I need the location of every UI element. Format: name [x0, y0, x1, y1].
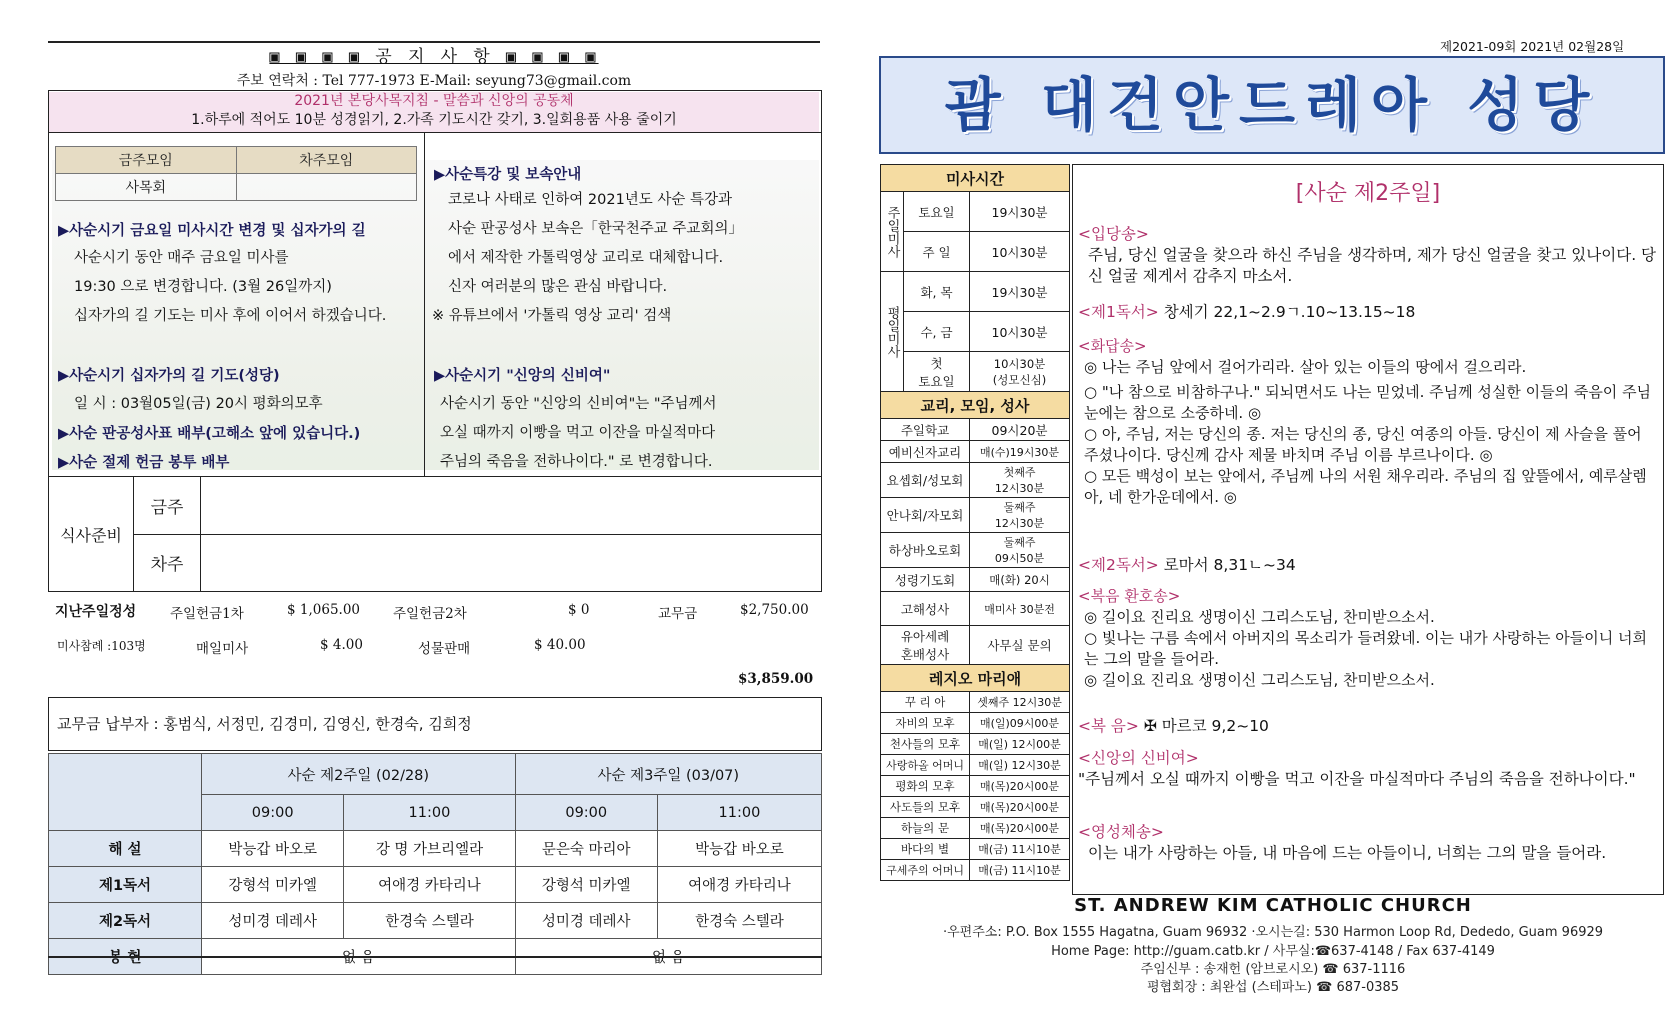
mystery-of-faith-heading: ▶사순시기 "신앙의 신비여" [434, 368, 611, 384]
role-label: 제1독서 [49, 867, 202, 903]
activity-time: 둘째주 09시50분 [970, 533, 1070, 568]
text-line: 주님의 죽음을 전하나이다." 로 변경합니다. [440, 454, 713, 470]
next-week-meeting-value [236, 174, 417, 201]
mass-time: 10시30분 [970, 312, 1070, 352]
praesidium-name: 꾸 리 아 [881, 692, 970, 713]
time-header: 11:00 [657, 795, 821, 831]
table-cell: 한경숙 스텔라 [344, 903, 515, 939]
this-week-meeting-header: 금주모임 [56, 147, 237, 174]
communion-antiphon-label: <영성체송> [1078, 823, 1164, 841]
address-line: ·우편주소: P.O. Box 1555 Hagatna, Guam 96932 ·오시는길: 530 Harmon Loop Rd, Dededo, Guam 96929 [942, 925, 1604, 940]
bottom-rule [48, 956, 822, 958]
gospel-acclamation-response: ◎ 길이요 진리요 생명이신 그리스도님, 찬미받으소서. [1084, 671, 1435, 689]
activity-time: 매미사 30분전 [970, 592, 1070, 626]
activity-time: 둘째주 12시30분 [970, 498, 1070, 533]
table-cell: 성미경 데레사 [515, 903, 657, 939]
role-label: 해 설 [49, 831, 202, 867]
table-cell: 강 명 가브리엘라 [344, 831, 515, 867]
sunday-mass-label: 주일미사 [881, 192, 904, 272]
meal-prep-label: 식사준비 [49, 477, 134, 592]
mass-day: 주 일 [904, 232, 970, 272]
mass-time: 10시30분 (성모신심) [970, 352, 1070, 392]
time-header: 09:00 [202, 795, 344, 831]
gospel-text: ✠ 마르코 9,2~10 [1143, 717, 1269, 735]
psalm-verse: ○ 모든 백성이 보는 앞에서, 주님께 나의 서원 채우리라. 주님의 집 앞뜰에서, 예루살렘아, 네 한가운데에서. ◎ [1084, 467, 1647, 506]
praesidium-time: 매(목)20시00분 [970, 818, 1070, 839]
praesidium-time: 매(목)20시00분 [970, 797, 1070, 818]
psalm-verse: ○ 아, 주님, 저는 당신의 종. 저는 당신의 종, 당신 여종의 아들. 당신이 제 사슬을 풀어 주셨나이다. 당신께 감사 제물 바치며 주님 이름 부르나이다. ◎ [1084, 425, 1642, 464]
praesidium-time: 매(금) 11시10분 [970, 839, 1070, 860]
table-cell: 박능갑 바오로 [657, 831, 821, 867]
table-row [49, 867, 822, 903]
this-week-meeting-value: 사목회 [56, 174, 237, 201]
praesidium-name: 평화의 모후 [881, 776, 970, 797]
text-line: ※ 유튜브에서 '가톨릭 영상 교리' 검색 [432, 308, 672, 324]
text-line: 코로나 사태로 인하여 2021년도 사순 특강과 [448, 192, 733, 208]
dues-value: $2,750.00 [740, 602, 809, 618]
daily-mass-label: 매일미사 [196, 641, 249, 657]
mystery-of-faith-text [440, 390, 717, 477]
column-divider [424, 132, 425, 477]
friday-mass-text [74, 244, 386, 331]
activity-time: 매(수)19시30분 [970, 441, 1070, 463]
table-cell: 박능갑 바오로 [202, 831, 344, 867]
mystery-of-faith-label: <신앙의 신비여> [1078, 749, 1199, 767]
daily-mass-value: $ 4.00 [320, 637, 363, 653]
praesidium-name: 구세주의 어머니 [881, 860, 970, 881]
week1-header: 사순 제2주일 (02/28) [202, 754, 516, 795]
goods-value: $ 40.00 [534, 637, 586, 653]
meal-next-week-value [201, 534, 822, 592]
entrance-antiphon-text: 주님, 당신 얼굴을 찾으라 하신 주님을 생각하며, 제가 당신 얼굴을 찾고 있나이다. 당신 얼굴 제게서 감추지 마소서. [1088, 246, 1657, 285]
praesidium-time: 매(일)09시00분 [970, 713, 1070, 734]
table-cell: 강형석 미카엘 [515, 867, 657, 903]
table-row [49, 831, 822, 867]
praesidium-time: 매(목)20시00분 [970, 776, 1070, 797]
table-cell: 성미경 데레사 [202, 903, 344, 939]
praesidium-name: 천사들의 모후 [881, 734, 970, 755]
council-president-line: 평협회장 : 최완섭 (스테파노) ☎ 687-0385 [1146, 980, 1400, 995]
stations-heading: ▶사순시기 십자가의 길 기도(성당) [58, 368, 280, 384]
notice-title: ▣ ▣ ▣ ▣ 공 지 사 항 ▣ ▣ ▣ ▣ [269, 47, 599, 67]
praesidium-time: 매(일) 12시00분 [970, 734, 1070, 755]
donors-box [48, 697, 822, 751]
text-line: 에서 제작한 가톨릭영상 교리로 대체합니다. [448, 250, 724, 266]
guideline-divider [48, 132, 822, 133]
offering-sunday2-label: 주일헌금2차 [393, 606, 467, 622]
dues-label: 교무금 [658, 606, 698, 622]
text-line: 19:30 으로 변경합니다. (3월 26일까지) [74, 279, 332, 295]
table-cell: 문은숙 마리아 [515, 831, 657, 867]
lenten-envelope-heading: ▶사순 절제 헌금 봉투 배부 [58, 455, 230, 471]
offering-label: 지난주일정성 [55, 604, 137, 620]
activity-name: 요셉회/성모회 [881, 463, 970, 498]
schedule-corner [49, 754, 202, 831]
weekday-mass-label: 평일미사 [881, 272, 904, 392]
second-reading-label: <제2독서> [1078, 556, 1159, 574]
meal-next-week-label: 차주 [134, 534, 201, 592]
text-line: 오실 때까지 이빵을 먹고 이잔을 마실적마다 [440, 425, 716, 441]
guideline-items: 1.하루에 적어도 10분 성경읽기, 2.가족 기도시간 갖기, 3.일회용품 사용 줄이기 [191, 112, 677, 128]
week2-header: 사순 제3주일 (03/07) [515, 754, 821, 795]
pastor-line: 주임신부 : 송재헌 (암브로시오) ☎ 637-1116 [1140, 962, 1406, 977]
guideline-title: 2021년 본당사목지침 - 말씀과 신앙의 공동체 [294, 93, 574, 109]
confession-card-heading: ▶사순 판공성사표 배부(고해소 앞에 있습니다.) [58, 426, 361, 442]
text-line: 신자 여러분의 많은 관심 바랍니다. [448, 279, 668, 295]
praesidium-name: 하늘의 문 [881, 818, 970, 839]
text-line: 사순시기 동안 매주 금요일 미사를 [74, 250, 289, 266]
table-cell: 강형석 미카엘 [202, 867, 344, 903]
praesidium-time: 매(일) 12시30분 [970, 755, 1070, 776]
activity-name: 주일학교 [881, 419, 970, 441]
praesidium-name: 바다의 별 [881, 839, 970, 860]
entrance-antiphon-label: <입당송> [1078, 225, 1149, 243]
mass-time: 19시30분 [970, 192, 1070, 232]
gospel-acclamation-response: ◎ 길이요 진리요 생명이신 그리스도님, 찬미받으소서. [1084, 608, 1435, 626]
table-cell: 여애경 카타리나 [344, 867, 515, 903]
church-english-name: ST. ANDREW KIM CATHOLIC CHURCH [1074, 895, 1472, 916]
donors-list: 교무금 납부자 : 홍범식, 서정민, 김경미, 김영신, 한경숙, 김희정 [57, 715, 472, 733]
psalm-response: ◎ 나는 주님 앞에서 걸어가리라. 살아 있는 이들의 땅에서 걸으리라. [1084, 358, 1527, 376]
activity-name: 고해성사 [881, 592, 970, 626]
activity-name: 안나회/자모회 [881, 498, 970, 533]
praesidium-name: 사랑하올 어머니 [881, 755, 970, 776]
contact-line: 주보 연락처 : Tel 777-1973 E-Mail: seyung73@gmail.com [236, 73, 632, 89]
mass-day: 첫 토요일 [904, 352, 970, 392]
psalm-label: <화답송> [1078, 337, 1147, 355]
activity-name: 성령기도회 [881, 568, 970, 592]
stations-text: 일 시 : 03월05일(금) 20시 평화의모후 [74, 396, 323, 412]
lector-schedule-table [48, 753, 822, 975]
web-contact-line: Home Page: http://guam.catb.kr / 사무실:☎637-4148 / Fax 637-4149 [1051, 944, 1495, 959]
friday-mass-heading: ▶사순시기 금요일 미사시간 변경 및 십자가의 길 [58, 223, 366, 239]
activity-time: 매(화) 20시 [970, 568, 1070, 592]
praesidium-time: 셋째주 12시30분 [970, 692, 1070, 713]
attendance: 미사참례 :103명 [57, 639, 146, 653]
text-line: 십자가의 길 기도는 미사 후에 이어서 하겠습니다. [74, 308, 387, 324]
next-week-meeting-header: 차주모임 [236, 147, 417, 174]
communion-antiphon-text: 이는 내가 사랑하는 아들, 내 마음에 드는 아들이니, 너희는 그의 말을 들어라. [1088, 844, 1607, 862]
table-cell: 없 음 [515, 939, 821, 975]
meal-this-week-value [201, 477, 822, 535]
praesidium-name: 자비의 모후 [881, 713, 970, 734]
mass-day: 토요일 [904, 192, 970, 232]
catechism-header: 교리, 모임, 성사 [881, 392, 1070, 419]
activity-time: 사무실 문의 [970, 626, 1070, 665]
activity-name: 예비신자교리 [881, 441, 970, 463]
goods-label: 성물판매 [418, 641, 471, 657]
offering-total: $3,859.00 [738, 671, 814, 687]
lenten-lecture-heading: ▶사순특강 및 보속안내 [434, 167, 582, 183]
gospel-acclamation-label: <복음 환호송> [1078, 587, 1181, 605]
mass-time: 19시30분 [970, 272, 1070, 312]
mystery-of-faith-response: "주님께서 오실 때까지 이빵을 먹고 이잔을 마실적마다 주님의 죽음을 전하나이다." [1078, 770, 1636, 788]
mass-day: 화, 목 [904, 272, 970, 312]
activity-time: 첫째주 12시30분 [970, 463, 1070, 498]
mass-day: 수, 금 [904, 312, 970, 352]
activity-name: 유아세례 혼배성사 [881, 626, 970, 665]
role-label: 제2독서 [49, 903, 202, 939]
issue-number: 제2021-09회 2021년 02월28일 [1440, 39, 1625, 54]
role-label: 봉 헌 [49, 939, 202, 975]
activity-name: 하상바오로회 [881, 533, 970, 568]
offering-sunday2-value: $ 0 [568, 602, 590, 618]
text-line: 사순시기 동안 "신앙의 신비여"는 "주님께서 [440, 396, 717, 412]
first-reading-text: 창세기 22,1~2.9ㄱ.10~13.15~18 [1163, 303, 1416, 321]
text-line: 사순 판공성사 보속은「한국천주교 주교회의」 [448, 221, 743, 237]
offering-sunday1-label: 주일헌금1차 [170, 606, 244, 622]
gospel-acclamation-verse: ○ 빛나는 구름 속에서 아버지의 목소리가 들려왔네. 이는 내가 사랑하는 아들이니 너희는 그의 말을 들어라. [1084, 629, 1647, 668]
church-title-banner: 괌 대건안드레아 성당 [879, 56, 1665, 154]
lenten-lecture-text [432, 186, 743, 331]
gospel-label: <복 음> [1078, 717, 1139, 735]
pastoral-guideline [49, 92, 819, 132]
meal-this-week-label: 금주 [134, 477, 201, 535]
mass-time: 10시30분 [970, 232, 1070, 272]
praesidium-name: 사도들의 모후 [881, 797, 970, 818]
time-header: 11:00 [344, 795, 515, 831]
group-meeting-table [55, 146, 417, 201]
time-header: 09:00 [515, 795, 657, 831]
praesidium-time: 매(금) 11시10분 [970, 860, 1070, 881]
second-reading-text: 로마서 8,31ㄴ~34 [1163, 556, 1296, 574]
first-reading-label: <제1독서> [1078, 303, 1159, 321]
table-row [49, 903, 822, 939]
table-cell: 여애경 카타리나 [657, 867, 821, 903]
liturgical-day-title: [사순 제2주일] [1295, 181, 1441, 206]
psalm-verse: ○ "나 참으로 비참하구나." 되뇌면서도 나는 믿었네. 주님께 성실한 이들의 죽음이 주님 눈에는 참으로 소중하네. ◎ [1084, 383, 1652, 422]
legio-header: 레지오 마리애 [881, 665, 1070, 692]
activity-time: 09시20분 [970, 419, 1070, 441]
meal-prep-table [48, 476, 822, 592]
table-cell: 없 음 [202, 939, 516, 975]
table-cell: 한경숙 스텔라 [657, 903, 821, 939]
mass-time-header: 미사시간 [881, 165, 1070, 192]
offering-sunday1-value: $ 1,065.00 [287, 602, 360, 618]
mass-schedule-table [880, 164, 1070, 881]
